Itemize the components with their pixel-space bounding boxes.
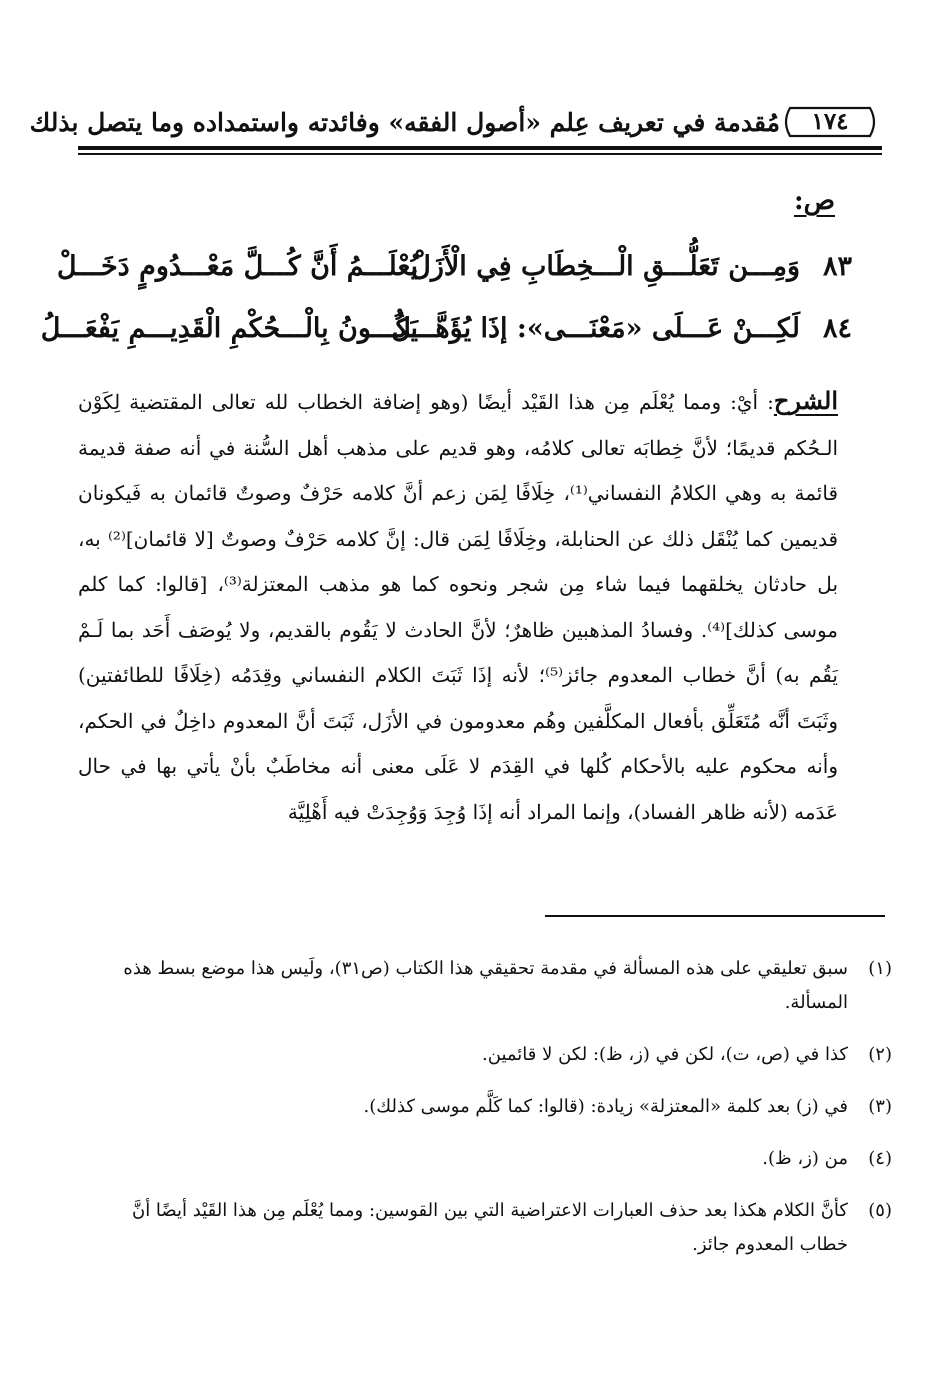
footnote-number: (٥) <box>868 1200 892 1221</box>
footnote-number: (١) <box>868 958 892 979</box>
verse-number: ٨٤ <box>822 313 852 344</box>
verse-first-hemistich: وَمِـــن تَعَلُّـــقِ الْـــخِطَابِ فِي الْأَزَلْ <box>411 251 800 282</box>
commentary-text: : أيْ: ومما يُعْلَم مِن هذا القَيْد أيضًا (وهو إضافة الخطاب لله تعالى المقتضية لِكَوْن الـحُكم قديمًا؛ لأنَّ خِطابَه تعالى كلامُه، وهو قديم على مذهب أهل السُّنة في أنه صفة قديمة قائمة به وهي الكلامُ النفساني⁽¹⁾، خِلَافًا لِمَن زعم أنَّ كلامه حَرْفٌ وصوتٌ قائمان به فَيكونان قديمين كما يُنْقَل ذلك عن الحنابلة، وخِلَافًا لِمَن قال: إنَّ كلامه حَرْفٌ وصوتٌ [لا قائمان]⁽²⁾ به، بل حادثان يخلقهما فيما شاء مِن شجر ونحوه كما هو مذهب المعتزلة⁽³⁾، [قالوا: كما كلم موسى كذلك]⁽⁴⁾. وفسادُ المذهبين ظاهرٌ؛ لأنَّ الحادث لا يَقُوم بالقديم، ولا يُوصَف أَحَد بما لَـمْ يَقُم به) أنَّ خطاب المعدوم جائز⁽⁵⁾؛ لأنه إذَا ثَبَتَ الكلام النفساني وقِدَمُه (خِلَافًا للطائفتين) وثَبَتَ أنَّه مُتَعَلِّق بأفعال المكلَّفين وهُم معدومون في الأزَل، ثَبَتَ أنَّ المعدوم داخِلٌ في الحكم، وأنه محكوم عليه بالأحكام كُلها في القِدَم لا عَلَى معنى أنه مخاطَبٌ بأنْ يأتي بها في حال عَدَمه (لأنه ظاهر الفساد)، وإنما المراد أنه إذَا وُجِدَ وَوُجِدَتْ فيه أَهْلِيَّة <box>78 390 839 824</box>
running-title: مُقدمة في تعريف عِلم «أصول الفقه» وفائدته واستمداده وما يتصل بذلك <box>29 107 780 137</box>
footnote <box>78 1038 892 1072</box>
footnotes <box>78 952 892 1280</box>
verse-line <box>56 245 852 301</box>
running-header <box>29 100 880 144</box>
footnote-text: كذا في (ص، ت)، لكن في (ز، ظ): لكن لا قائمين. <box>482 1044 848 1065</box>
page-number-badge <box>780 105 880 139</box>
footnote-text: سبق تعليقي على هذه المسألة في مقدمة تحقيقي هذا الكتاب (ص٣١)، ولَيس هذا موضع بسط هذه المسألة. <box>123 958 848 1013</box>
verse-second-hemistich: يَكُـــونُ بِالْـــحُكْمِ الْقَدِيـــمِ يَفْعَـــلُ <box>40 313 418 344</box>
verse-first-hemistich: لَكِـــنْ عَـــلَى «مَعْنَـــى»: إذَا يُؤَهَّـــلُ <box>391 313 800 344</box>
section-label: ص: <box>793 186 835 216</box>
header-rule-thin <box>78 153 882 155</box>
footnote-text: من (ز، ظ). <box>762 1148 848 1169</box>
header-rule-thick <box>78 146 882 150</box>
footnote <box>78 1142 892 1176</box>
footnote <box>78 952 892 1020</box>
verse-line <box>40 307 852 363</box>
verse-number: ٨٣ <box>822 251 852 282</box>
commentary-lead: الشرح <box>773 386 838 415</box>
footnote <box>78 1194 892 1262</box>
commentary-body <box>78 378 838 835</box>
footnote-number: (٣) <box>868 1096 892 1117</box>
verse-second-hemistich: يُعْلَـــمُ أَنَّ كُـــلَّ مَعْـــدُومٍ دَخَـــلْ <box>56 251 418 282</box>
footnote-number: (٤) <box>868 1148 892 1169</box>
footnote-text: كأنَّ الكلام هكذا بعد حذف العبارات الاعتراضية التي بين القوسين: ومما يُعْلَم مِن هذا القَيْد أيضًا أنَّ خطاب المعدوم جائز. <box>131 1200 848 1255</box>
footnote-separator <box>545 915 885 917</box>
footnote <box>78 1090 892 1124</box>
footnote-text: في (ز) بعد كلمة «المعتزلة» زيادة: (قالوا: كما كَلَّم موسى كذلك). <box>363 1096 848 1117</box>
page-number: ١٧٤ <box>811 108 849 135</box>
footnote-number: (٢) <box>868 1044 892 1065</box>
